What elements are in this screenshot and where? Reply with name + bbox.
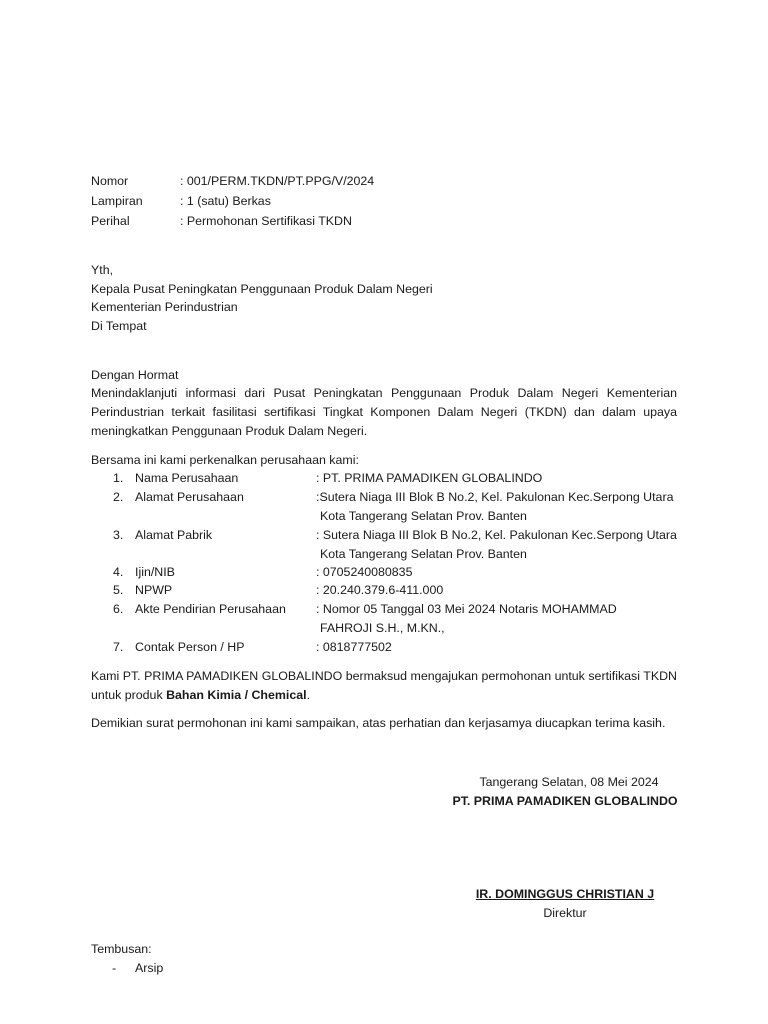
signer-title: Direktur <box>543 906 587 920</box>
signature-company: PT. PRIMA PAMADIKEN GLOBALINDO <box>452 794 678 808</box>
signer-name-wrap <box>428 885 702 904</box>
list-number: 4. <box>113 565 124 579</box>
list-value: : PT. PRIMA PAMADIKEN GLOBALINDO <box>316 471 543 485</box>
list-number: 3. <box>113 528 124 542</box>
nomor-label: Nomor <box>91 174 129 188</box>
greeting: Dengan Hormat <box>91 368 179 382</box>
list-number: 2. <box>113 490 124 504</box>
para1-line3: meningkatkan Penggunaan Produk Dalam Negeri. <box>91 424 368 438</box>
recipient-title: Kepala Pusat Peningkatan Penggunaan Produk Dalam Negeri <box>91 282 433 296</box>
company-intro: Bersama ini kami perkenalkan perusahaan kami: <box>91 453 359 467</box>
para2-line2 <box>91 686 677 705</box>
list-number: 1. <box>113 471 124 485</box>
list-label: Alamat Perusahaan <box>135 490 244 504</box>
list-value: : 0705240080835 <box>316 565 413 579</box>
list-value-continued: Kota Tangerang Selatan Prov. Banten <box>320 509 527 523</box>
list-number: 5. <box>113 583 124 597</box>
lampiran-label: Lampiran <box>91 194 143 208</box>
list-number: 6. <box>113 602 124 616</box>
list-label: NPWP <box>135 583 173 597</box>
para2-line1: Kami PT. PRIMA PAMADIKEN GLOBALINDO bermaksud mengajukan permohonan untuk sertifikasi TKDN <box>91 669 677 683</box>
list-label: Nama Perusahaan <box>135 471 239 485</box>
recipient-place: Di Tempat <box>91 319 147 333</box>
list-value: : 20.240.379.6-411.000 <box>316 583 444 597</box>
nomor-value: : 001/PERM.TKDN/PT.PPG/V/2024 <box>180 174 375 188</box>
list-value: : 0818777502 <box>316 640 392 654</box>
place-date: Tangerang Selatan, 08 Mei 2024 <box>479 775 659 789</box>
perihal-value: : Permohonan Sertifikasi TKDN <box>180 214 352 228</box>
paragraph-request <box>91 667 677 705</box>
paragraph-closing: Demikian surat permohonan ini kami sampaikan, atas perhatian dan kerjasamya diucapkan terima kasih. <box>91 716 666 730</box>
cc-label: Tembusan: <box>91 942 152 956</box>
list-value: :Sutera Niaga III Blok B No.2, Kel. Pakulonan Kec.Serpong Utara <box>316 490 674 504</box>
signer-name: IR. DOMINGGUS CHRISTIAN J <box>475 887 655 901</box>
para2-suffix: . <box>306 688 311 702</box>
perihal-label: Perihal <box>91 214 130 228</box>
list-label: Alamat Pabrik <box>135 528 213 542</box>
recipient-ministry: Kementerian Perindustrian <box>91 300 238 314</box>
list-value: : Sutera Niaga III Blok B No.2, Kel. Pakulonan Kec.Serpong Utara <box>316 528 677 542</box>
list-value: : Nomor 05 Tanggal 03 Mei 2024 Notaris MOHAMMAD <box>316 602 617 616</box>
product-name: Bahan Kimia / Chemical <box>166 688 307 702</box>
lampiran-value: : 1 (satu) Berkas <box>180 194 271 208</box>
para1-line2: Perindustrian terkait fasilitasi sertifikasi Tingkat Komponen Dalam Negeri (TKDN) dan dalam upaya <box>91 405 677 419</box>
list-number: 7. <box>113 640 124 654</box>
paragraph-intro <box>91 384 677 441</box>
recipient-yth: Yth, <box>91 263 114 277</box>
para1-line1: Menindaklanjuti informasi dari Pusat Peningkatan Penggunaan Produk Dalam Negeri Kementerian <box>91 386 677 400</box>
list-value-continued: Kota Tangerang Selatan Prov. Banten <box>320 547 527 561</box>
list-label: Contak Person / HP <box>135 640 245 654</box>
cc-bullet: - <box>112 961 117 975</box>
para2-prefix: untuk produk <box>91 688 167 702</box>
cc-item: Arsip <box>135 961 164 975</box>
list-label: Ijin/NIB <box>135 565 175 579</box>
list-value-continued: FAHROJI S.H., M.KN., <box>320 621 445 635</box>
list-label: Akte Pendirian Perusahaan <box>135 602 286 616</box>
